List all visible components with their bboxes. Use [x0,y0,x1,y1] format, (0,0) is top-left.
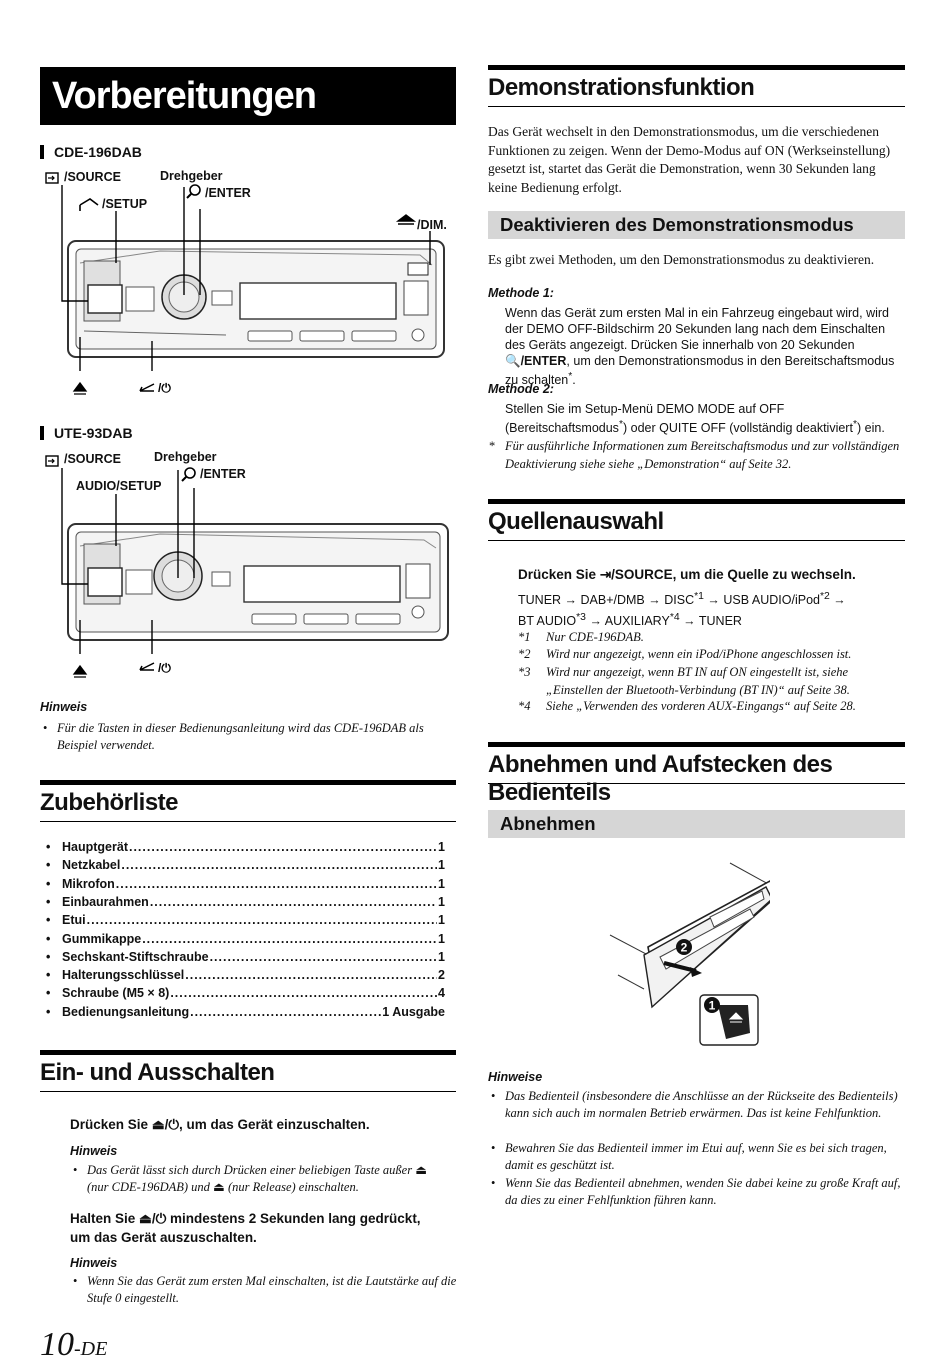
accessory-item [62,877,445,895]
power-key-icon: ⏏︎ [151,1117,165,1132]
source-key-icon: ⇥ [599,567,612,582]
accessory-qty: 2 [438,968,445,983]
method1-text: Wenn das Gerät zum ersten Mal in ein Fahrzeug eingebaut wird, wird der DEMO OFF-Bildschirm 20 Sekunden lang nach dem Einschalten des Geräts angezeigt. Drücken Sie innerhalb von 20 Sekunden 🔍/ENTER, um den Demonstrationsmodus in den Bereitschaftsmodus zu schalten*. [505,306,895,388]
label-dim-1: /DIM. [417,218,447,232]
detach-subtitle: Abnehmen [488,810,905,838]
model1-name: CDE-196DAB [54,144,142,160]
accessory-name: • Sechskant-Stiftschraube [62,949,209,964]
release-icon-2 [74,666,86,677]
display-2 [244,566,400,602]
label-audio-setup-2: AUDIO/SETUP [76,479,162,493]
eject-icon-inline: ⏏ [415,1163,428,1177]
model2-heading [40,425,133,441]
detach-note: • Bewahren Sie das Bedienteil immer im Etui auf, wenn Sie es bei sich tragen, damit es geschützt ist. [505,1140,905,1174]
power-key-icon-2: ⏏︎ [139,1211,152,1226]
method1-title: Methode 1: [488,286,554,300]
power-hinweis-b-title: Hinweis [70,1256,118,1270]
accessory-qty: 1 [438,894,445,909]
accessory-qty: 1 [438,840,445,854]
power-icon [140,381,171,395]
accessory-name: • Halterungsschlüssel [62,968,185,983]
accessory-item [62,932,445,950]
accessory-qty: 1 [438,931,445,946]
accessories-title: Zubehörliste [40,780,456,822]
accessory-item [62,968,445,986]
power-on-instruction: Drücken Sie ⏏︎/⏻, um das Gerät einzuschalten. [70,1117,370,1132]
accessory-item [62,895,445,913]
source-instruction: Drücken Sie ⇥/SOURCE, um die Quelle zu wechseln. [518,567,856,582]
power-icon-2 [140,661,171,675]
model2-name: UTE-93DAB [54,425,133,441]
accessory-qty: 1 [438,949,445,964]
demo-title: Demonstrationsfunktion [488,65,905,107]
power-title: Ein- und Ausschalten [40,1050,456,1092]
method2-title: Methode 2: [488,382,554,396]
power-hinweis-a-title: Hinweis [70,1144,118,1158]
search-icon-2 [182,468,195,481]
source-footnote: *2 Wird nur angezeigt, wenn ein iPod/iPhone angeschlossen ist. [518,647,852,661]
detach-note: • Wenn Sie das Bedienteil abnehmen, wenden Sie dabei keine zu große Kraft auf, da dies zu einer Fehlfunktion führen kann. [505,1175,905,1209]
source-chain: TUNER → $DAB+/DMB \to DISC^{*1}$ → USB AUDIO/iPod$^{*2}$ → BT $AUDIO^{*3}$ → $AUXILIARY^{*4}$ → TUNER [518,591,846,629]
accessory-name: • Etui [62,913,86,928]
main-title: Vorbereitungen [40,67,456,125]
demo-sub-intro: Es gibt zwei Methoden, um den Demonstrationsmodus zu deaktivieren. [488,252,875,267]
demo-footnote: * Für ausführliche Informationen zum Bereitschaftsmodus und zur vollständigen Deaktivierung siehe siehe „Demonstration“ auf Seite 32. [489,439,900,471]
accessory-name: • Gummikappe [62,931,142,946]
release-icon [74,383,86,394]
step1-text: 1 [708,998,716,1013]
demo-intro: Das Gerät wechselt in den Demonstrationsmodus, um die verschiedenen Funktionen zu zeigen. Wenn der Demo-Modus auf ON (Werkseinstellung) gesetzt ist, startet das Gerät die Demonstration, wenn 30 Sekunden lang keine Bedienung erfolgt. [488,124,891,195]
release-icon-inline: ⏏ [213,1180,225,1194]
hinweis-1-title: Hinweis [40,700,88,714]
power-hinweis-a-text: • Das Gerät lässt sich durch Drücken einer beliebigen Taste außer ⏏ (nur CDE-196DAB) und ⏏ (nur Release) einschalten. [87,1162,457,1196]
source-title: Quellenauswahl [488,499,905,541]
accessory-name: • Mikrofon [62,876,115,891]
label-enter-2: /ENTER [200,467,246,481]
hinweis-1-text: • Für die Tasten in dieser Bedienungsanleitung wird das CDE-196DAB als Beispiel verwendet. [57,720,452,754]
accessory-item [62,913,445,931]
model1-heading [40,144,142,160]
accessory-name: • Schraube (M5 × 8) [62,986,170,1001]
accessory-name: • Netzkabel [62,858,121,873]
accessory-item [62,986,445,1004]
accessory-name: • Einbaurahmen [62,894,149,909]
svg-text:/⏻: /⏻ [158,381,171,395]
accessory-qty: 4 [438,986,445,1001]
label-source-1: /SOURCE [64,170,121,184]
source-icon [46,173,58,183]
note-icon [80,199,98,211]
source-icon-2 [46,456,58,466]
accessory-qty: 1 [438,913,445,928]
label-dial-1: Drehgeber [160,169,223,183]
accessory-name: • Hauptgerät [62,840,128,854]
accessory-item [62,858,445,876]
detach-illustration [600,855,770,1050]
label-setup-1: /SETUP [102,197,148,211]
display-1 [240,283,396,319]
step2-text: 2 [680,940,688,955]
accessory-item [62,950,445,968]
source-footnote: *4 Siehe „Verwenden des vorderen AUX-Eingangs“ auf Seite 28. [518,699,856,713]
source-footnote: *1 Nur CDE-196DAB. [518,630,644,644]
detach-note: • Das Bedienteil (insbesondere die Anschlüsse an der Rückseite des Bedienteils) kann sich auch im normalen Betrieb erwärmen. Das ist keine Fehlfunktion. [505,1088,905,1122]
search-icon [187,185,200,198]
method2-text: Stellen Sie im Setup-Menü DEMO MODE auf OFF (Bereitschaftsmodus*) oder QUITE OFF (vollständig deaktiviert*) ein. [505,402,885,436]
power-off-instruction: Halten Sie ⏏︎/⏻ mindestens 2 Sekunden lang gedrückt, um das Gerät auszuschalten. [70,1211,421,1245]
accessory-item [62,840,445,858]
search-icon-inline: 🔍 [505,354,521,368]
svg-text:/⏻: /⏻ [158,661,171,675]
accessory-qty: 1 [438,858,445,873]
power-hinweis-b-text: • Wenn Sie das Gerät zum ersten Mal einschalten, ist die Lautstärke auf die Stufe 0 eingestellt. [87,1273,457,1307]
source-footnote: *3 Wird nur angezeigt, wenn BT IN auf ON eingestellt ist, siehe „Einstellen der Bluetooth-Verbindung (BT IN)“ auf Seite 38. [518,665,850,697]
accessory-name: • Bedienungsanleitung [62,1004,190,1019]
label-dial-2: Drehgeber [154,450,217,464]
label-source-2: /SOURCE [64,452,121,466]
demo-subtitle: Deaktivieren des Demonstrationsmodus [488,211,905,239]
page-number: 10-DE [40,1326,108,1363]
accessory-item [62,1005,445,1023]
accessory-qty: 1 Ausgabe [382,1004,445,1019]
label-enter-1: /ENTER [205,186,251,200]
detach-title: Abnehmen und Aufstecken des Bedienteils [488,742,905,784]
accessory-qty: 1 [438,876,445,891]
detach-hinweise-title: Hinweise [488,1070,543,1084]
eject-icon [398,215,414,224]
